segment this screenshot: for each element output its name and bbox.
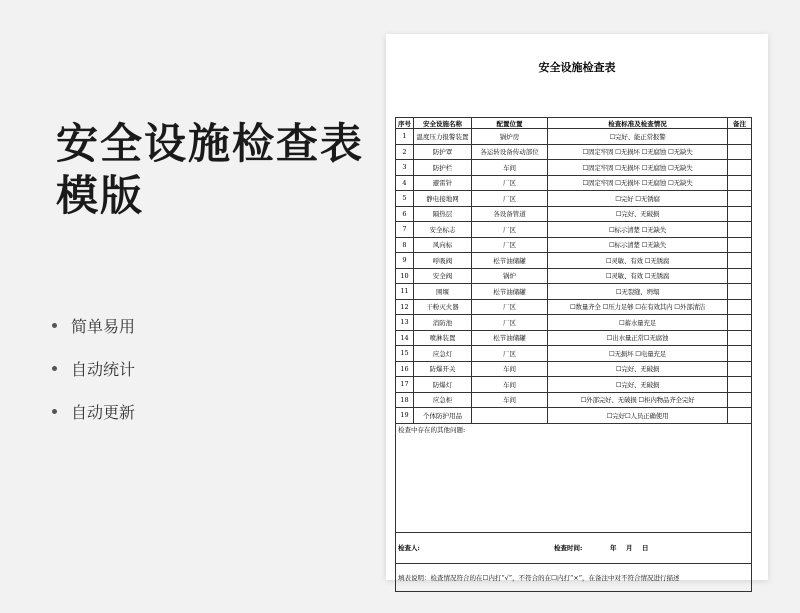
check-standard-cell: ☐完好 ☐无锈腐 [548, 191, 728, 207]
row-number-cell: 3 [396, 160, 414, 176]
feature-label: 简单易用 [71, 316, 136, 336]
table-row [396, 315, 752, 331]
row-number-cell: 9 [396, 253, 414, 269]
row-number-cell: 15 [396, 346, 414, 362]
location-cell: 锅炉房 [472, 129, 548, 145]
check-standard-cell: ☐标示清楚 ☐无缺失 [548, 237, 728, 253]
location-cell [472, 408, 548, 424]
table-header-row [396, 118, 752, 129]
table-row [396, 237, 752, 253]
location-cell: 厂区 [472, 315, 548, 331]
remark-cell [728, 191, 752, 207]
facility-name-cell: 防护栏 [414, 160, 472, 176]
issues-row [396, 423, 752, 532]
promo-title-line1: 安全设施检查表 [56, 119, 365, 168]
bullet-icon [52, 323, 57, 328]
sign-row [396, 532, 752, 563]
check-standard-cell: ☐标示清楚 ☐无缺失 [548, 222, 728, 238]
facility-name-cell: 静电接地网 [414, 191, 472, 207]
location-cell: 厂区 [472, 175, 548, 191]
table-row [396, 144, 752, 160]
check-standard-cell: ☐灵敏、有效 ☐无锈腐 [548, 253, 728, 269]
remark-cell [728, 175, 752, 191]
table-row [396, 330, 752, 346]
check-standard-cell: ☐完好、无破损 [548, 377, 728, 393]
check-standard-cell: ☐无裂缝、坍塌 [548, 284, 728, 300]
table-row [396, 392, 752, 408]
bullet-icon [52, 366, 57, 371]
year-label: 年 [610, 543, 617, 552]
location-cell: 厂区 [472, 191, 548, 207]
promo-title [56, 118, 364, 222]
location-cell: 车间 [472, 377, 548, 393]
check-standard-cell: ☐完好、无破损 [548, 206, 728, 222]
row-number-cell: 12 [396, 299, 414, 315]
check-standard-cell: ☐固定牢固 ☐无损坏 ☐无腐蚀 ☐无缺失 [548, 160, 728, 176]
check-standard-cell: ☐外部完好、无破损 ☐柜内物品齐全完好 [548, 392, 728, 408]
sheet-title: 安全设施检查表 [538, 61, 616, 74]
row-number-cell: 17 [396, 377, 414, 393]
row-number-cell: 11 [396, 284, 414, 300]
header-standard: 检查标准及检查情况 [548, 118, 728, 129]
row-number-cell: 19 [396, 408, 414, 424]
note-row [396, 563, 752, 591]
fill-instructions: 填表说明：检查情况符合的在☐内打“√”，不符合的在☐内打“×”，在备注中对不符合情况进行描述 [398, 573, 680, 582]
sign-cell [396, 532, 752, 563]
location-cell: 松节油储罐 [472, 330, 548, 346]
table-row [396, 284, 752, 300]
inspector-label: 检查人: [398, 543, 420, 552]
facility-name-cell: 消防池 [414, 315, 472, 331]
table-row [396, 129, 752, 145]
remark-cell [728, 284, 752, 300]
row-number-cell: 18 [396, 392, 414, 408]
feature-list [52, 314, 135, 443]
header-remark: 备注 [728, 118, 752, 129]
day-label: 日 [642, 543, 649, 552]
remark-cell [728, 346, 752, 362]
month-label: 月 [626, 543, 633, 552]
row-number-cell: 16 [396, 361, 414, 377]
check-standard-cell: ☐完好☐人员正确使用 [548, 408, 728, 424]
remark-cell [728, 361, 752, 377]
facility-name-cell: 应急柜 [414, 392, 472, 408]
location-cell: 各设备管道 [472, 206, 548, 222]
table-body [396, 129, 752, 424]
remark-cell [728, 206, 752, 222]
facility-name-cell: 呼吸阀 [414, 253, 472, 269]
location-cell: 车间 [472, 361, 548, 377]
remark-cell [728, 144, 752, 160]
header-location: 配置位置 [472, 118, 548, 129]
location-cell: 厂区 [472, 222, 548, 238]
check-standard-cell: ☐出水量正常☐无腐蚀 [548, 330, 728, 346]
feature-label: 自动更新 [71, 402, 136, 422]
remark-cell [728, 253, 752, 269]
row-number-cell: 14 [396, 330, 414, 346]
row-number-cell: 7 [396, 222, 414, 238]
table-row [396, 160, 752, 176]
remark-cell [728, 377, 752, 393]
check-standard-cell: ☐数量齐全 ☐压力足够 ☐在有效其内 ☐外部清洁 [548, 299, 728, 315]
row-number-cell: 13 [396, 315, 414, 331]
facility-name-cell: 安全阀 [414, 268, 472, 284]
remark-cell [728, 330, 752, 346]
table-row [396, 191, 752, 207]
location-cell: 厂区 [472, 237, 548, 253]
location-cell: 厂区 [472, 346, 548, 362]
facility-name-cell: 避雷针 [414, 175, 472, 191]
row-number-cell: 10 [396, 268, 414, 284]
document-preview [386, 34, 768, 580]
remark-cell [728, 408, 752, 424]
row-number-cell: 2 [396, 144, 414, 160]
row-number-cell: 8 [396, 237, 414, 253]
facility-name-cell: 干粉灭火器 [414, 299, 472, 315]
table-row [396, 222, 752, 238]
table-row [396, 377, 752, 393]
location-cell: 锅炉 [472, 268, 548, 284]
check-standard-cell: ☐固定牢固 ☐无损坏 ☐无腐蚀 ☐无缺失 [548, 144, 728, 160]
remark-cell [728, 160, 752, 176]
row-number-cell: 1 [396, 129, 414, 145]
remark-cell [728, 299, 752, 315]
facility-name-cell: 隔热层 [414, 206, 472, 222]
row-number-cell: 6 [396, 206, 414, 222]
facility-name-cell: 个体防护用品 [414, 408, 472, 424]
facility-name-cell: 喷淋装置 [414, 330, 472, 346]
remark-cell [728, 392, 752, 408]
bullet-icon [52, 409, 57, 414]
table-row [396, 299, 752, 315]
facility-name-cell: 防护罩 [414, 144, 472, 160]
remark-cell [728, 222, 752, 238]
remark-cell [728, 315, 752, 331]
feature-item [52, 357, 135, 379]
facility-name-cell: 围堰 [414, 284, 472, 300]
location-cell: 松节油储罐 [472, 253, 548, 269]
issues-label: 检查中存在的其他问题: [398, 425, 466, 434]
check-standard-cell: ☐固定牢固 ☐无损坏 ☐无腐蚀 ☐无缺失 [548, 175, 728, 191]
table-row [396, 206, 752, 222]
feature-item [52, 314, 135, 336]
remark-cell [728, 129, 752, 145]
table-row [396, 253, 752, 269]
table-row [396, 361, 752, 377]
table-row [396, 175, 752, 191]
row-number-cell: 5 [396, 191, 414, 207]
inspection-table [395, 117, 752, 592]
facility-name-cell: 防爆灯 [414, 377, 472, 393]
location-cell: 车间 [472, 160, 548, 176]
table-row [396, 408, 752, 424]
feature-label: 自动统计 [71, 359, 136, 379]
facility-name-cell: 温度压力报警装置 [414, 129, 472, 145]
check-standard-cell: ☐无损坏 ☐电量充足 [548, 346, 728, 362]
remark-cell [728, 237, 752, 253]
row-number-cell: 4 [396, 175, 414, 191]
check-standard-cell: ☐蓄水量充足 [548, 315, 728, 331]
facility-name-cell: 应急灯 [414, 346, 472, 362]
check-standard-cell: ☐灵敏、有效 ☐无锈腐 [548, 268, 728, 284]
location-cell: 松节油储罐 [472, 284, 548, 300]
header-name: 安全设施名称 [414, 118, 472, 129]
note-cell [396, 563, 752, 591]
table-row [396, 268, 752, 284]
header-no: 序号 [396, 118, 414, 129]
check-standard-cell: ☐完好、无破损 [548, 361, 728, 377]
remark-cell [728, 268, 752, 284]
location-cell: 厂区 [472, 299, 548, 315]
table-row [396, 346, 752, 362]
facility-name-cell: 防爆开关 [414, 361, 472, 377]
feature-item [52, 400, 135, 422]
time-label: 检查时间: [554, 543, 583, 552]
issues-cell [396, 423, 752, 532]
check-standard-cell: ☐完好、能正常报警 [548, 129, 728, 145]
promo-title-line2: 模版 [56, 171, 145, 220]
facility-name-cell: 风向标 [414, 237, 472, 253]
location-cell: 各运转设备传动部位 [472, 144, 548, 160]
location-cell: 车间 [472, 392, 548, 408]
facility-name-cell: 安全标志 [414, 222, 472, 238]
